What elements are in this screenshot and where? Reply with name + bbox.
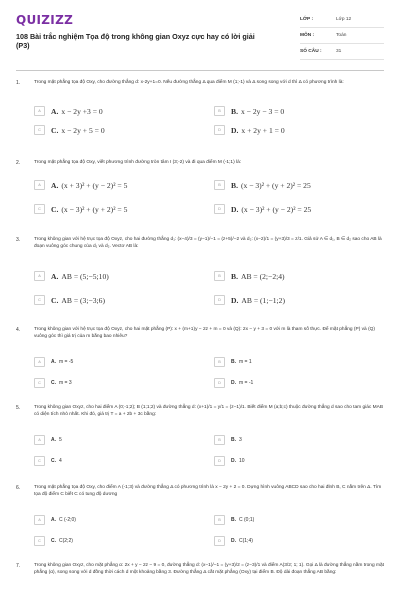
meta-label: MÔN : [300,33,315,38]
option-letter: A. [51,517,56,523]
option-letter: D. [231,380,236,386]
option-checkbox[interactable]: D [214,125,225,135]
option-value: AB = (1;−1;2) [241,295,285,305]
option-b[interactable] [214,435,242,445]
option-text [51,437,62,443]
option-checkbox[interactable]: D [214,456,225,466]
option-value: C (-2;0) [59,517,76,523]
option-letter: A. [51,437,56,443]
option-value: (x − 3)² + (y + 2)² = 25 [240,180,311,190]
option-b[interactable] [214,515,254,525]
option-text [51,205,127,214]
option-value: x − 2y + 5 = 0 [61,125,105,135]
option-value: (x − 3)² + (y − 2)² = 25 [241,204,312,214]
option-b[interactable] [214,271,285,281]
question-number: 3. [16,237,21,243]
meta-label: SỐ CÂU : [300,49,322,54]
option-text [231,380,253,386]
option-checkbox[interactable]: A [34,271,45,281]
option-c[interactable] [34,125,105,135]
option-value: (x + 3)² + (y − 2)² = 5 [61,180,128,190]
option-checkbox[interactable]: C [34,295,45,305]
option-letter: A. [51,271,59,281]
option-letter: A. [51,359,56,365]
meta-value: Lớp 12 [336,17,352,22]
option-c[interactable] [34,295,105,305]
question-text: Trong mặt phẳng tọa độ Oxy, cho điểm A (-1;3) và đường thẳng Δ có phương trình là x − 2y + 2 = 0. Dựng hình vuông ABCD sao cho hai đỉnh B, C nằm trên Δ. Tìm tọa độ điểm C biết C có tung độ dương [34,485,382,497]
option-checkbox[interactable]: A [34,357,45,367]
option-checkbox[interactable]: D [214,204,225,214]
question-text: Trong mặt phẳng tọa độ Oxy, viết phương trình đường tròn tâm I (3;-2) và đi qua điểm M (-1;1) là: [34,160,242,165]
option-d[interactable] [214,125,285,135]
option-checkbox[interactable]: A [34,180,45,190]
meta-row-subject [300,28,384,44]
option-value: C(1;4) [239,538,253,544]
option-checkbox[interactable]: B [214,515,225,525]
option-d[interactable] [214,204,311,214]
meta-value: Toán [336,33,347,38]
option-value: (x − 3)² + (y + 2)² = 5 [61,204,128,214]
option-a[interactable] [34,435,62,445]
option-checkbox[interactable]: B [214,357,225,367]
option-value: m = 1 [239,359,252,365]
option-value: x − 2y − 3 = 0 [240,106,285,116]
option-checkbox[interactable]: D [214,378,225,388]
meta-value: 31 [336,49,342,54]
option-b[interactable] [214,180,311,190]
option-letter: B. [231,437,236,443]
option-value: C (0;1) [239,517,255,523]
option-checkbox[interactable]: C [34,536,45,546]
option-letter: D. [231,295,239,305]
option-letter: B. [231,106,238,116]
option-checkbox[interactable]: C [34,378,45,388]
option-d[interactable] [214,536,253,546]
quizizz-logo: QUIZIZZ [16,13,74,27]
option-checkbox[interactable]: A [34,515,45,525]
option-value: 5 [59,437,62,443]
option-text [51,538,73,544]
option-letter: B. [231,180,238,190]
option-c[interactable] [34,456,62,466]
option-value: 10 [239,458,245,464]
option-text [51,272,109,281]
question-text: Trong không gian Oxyz, cho hai điểm A (0;-1;2); B (1;1;2) và đường thẳng d: (x+1)/1 = y/1 = (z−1)/1. Biết điểm M (a;b;c) thuộc đường thẳng d sao cho tam giác MAB có diện tích nhỏ nhất. Khi đó, giá trị T = a + 2b + 3c bằng: [34,405,384,417]
option-value: C(2;2) [59,538,73,544]
option-checkbox[interactable]: C [34,125,45,135]
option-d[interactable] [214,295,285,305]
question-number: 6. [16,485,21,491]
option-value: m = 3 [59,380,72,386]
option-c[interactable] [34,536,73,546]
option-checkbox[interactable]: B [214,106,225,116]
option-letter: D. [231,204,239,214]
option-text [231,107,284,116]
option-checkbox[interactable]: C [34,204,45,214]
option-text [51,126,105,135]
question-number: 2. [16,160,21,166]
option-value: x + 2y + 1 = 0 [241,125,285,135]
meta-label: LỚP : [300,17,314,22]
question-text: Trong không gian với hệ trục tọa độ Oxyz, cho hai mặt phẳng (P): x + (m+1)y − 2z + m = 0 và (Q): 2x − y + 3 = 0 với m là tham số thực. Để mặt phẳng (P) và (Q) vuông góc thì giá trị của m bằng bao nhiêu? [34,327,375,339]
option-d[interactable] [214,378,253,388]
option-letter: C. [51,295,59,305]
option-letter: C. [51,538,56,544]
option-text [231,272,285,281]
option-a[interactable] [34,271,109,281]
question-text: Trong không gian Oxyz, cho mặt phẳng α: 2x + y − 2z − 9 = 0, đường thẳng d: (x−1)/−1 = (y+3)/2 = (z−3)/1 và điểm A(3/2; 1; 1). Gọi Δ là đường thẳng nằm trong mặt phẳng (α), song song với d đồng thời cách d một khoảng bằng 3. Đường thẳng Δ cắt mặt phẳng (Oxy) tại điểm B. Độ dài đoạn thẳng AB bằng: [34,563,384,575]
option-checkbox[interactable]: B [214,271,225,281]
question-text: Trong không gian với hệ trục tọa độ Oxyz, cho hai đường thẳng d₁: (x−4)/3 = (y−1)/−1 = (z+5)/−2 và d₂: (x−2)/1 = (y+3)/3 = z/1. Giả sử A ∈ d₁, B ∈ d₂ sao cho AB là đoạn vuông góc chung của d₁ và d₂. Vectơ AB là: [34,237,382,249]
option-letter: B. [231,359,236,365]
option-letter: C. [51,125,59,135]
option-a[interactable] [34,180,127,190]
option-letter: D. [231,538,236,544]
option-a[interactable] [34,515,76,525]
option-value: 4 [59,458,62,464]
option-a[interactable] [34,106,103,116]
option-checkbox[interactable]: B [214,180,225,190]
option-checkbox[interactable]: A [34,435,45,445]
option-value: 3 [239,437,242,443]
option-text [51,181,127,190]
header-divider [16,70,384,71]
option-text [231,538,253,544]
option-value: AB = (2;−2;4) [240,271,285,281]
option-checkbox[interactable]: B [214,435,225,445]
option-letter: D. [231,125,239,135]
option-text [51,107,103,116]
option-checkbox[interactable]: C [34,456,45,466]
page-title: 108 Bài trắc nghiệm Tọa độ trong không gian Oxyz cực hay có lời giải (P3) [16,32,255,50]
option-text [231,359,252,365]
option-text [231,205,311,214]
option-text [51,380,72,386]
meta-panel [300,12,384,60]
question-number: 5. [16,405,21,411]
meta-row-grade [300,12,384,28]
option-value: m = -1 [239,380,254,386]
option-checkbox[interactable]: D [214,295,225,305]
question-number: 4. [16,327,21,333]
question-text: Trong mặt phẳng tọa độ Oxy, cho đường thẳng d: x-2y+1=0. Nếu đường thẳng Δ qua điểm M (1;-1) và Δ song song với d thì Δ có phương trình là: [34,80,344,85]
option-letter: B. [231,271,238,281]
option-d[interactable] [214,456,245,466]
option-c[interactable] [34,378,72,388]
option-value: x − 2y +3 = 0 [61,106,103,116]
option-text [231,296,285,305]
option-text [51,517,76,523]
option-text [231,437,242,443]
meta-row-question-count [300,44,384,60]
option-b[interactable] [214,357,252,367]
option-b[interactable] [214,106,284,116]
option-checkbox[interactable]: D [214,536,225,546]
option-text [231,126,285,135]
option-text [231,181,311,190]
option-text [51,458,62,464]
option-value: AB = (3;−3;6) [61,295,105,305]
option-value: m = -5 [59,359,74,365]
option-text [51,296,105,305]
question-number: 7. [16,563,21,569]
option-value: AB = (5;−5;10) [61,271,109,281]
question-number: 1. [16,80,21,86]
option-letter: C. [51,204,59,214]
option-text [51,359,73,365]
option-letter: B. [231,517,236,523]
option-checkbox[interactable]: A [34,106,45,116]
option-text [231,517,254,523]
option-text [231,458,245,464]
option-letter: C. [51,458,56,464]
option-a[interactable] [34,357,73,367]
option-c[interactable] [34,204,127,214]
option-letter: C. [51,380,56,386]
option-letter: A. [51,180,59,190]
option-letter: A. [51,106,59,116]
option-letter: D. [231,458,236,464]
